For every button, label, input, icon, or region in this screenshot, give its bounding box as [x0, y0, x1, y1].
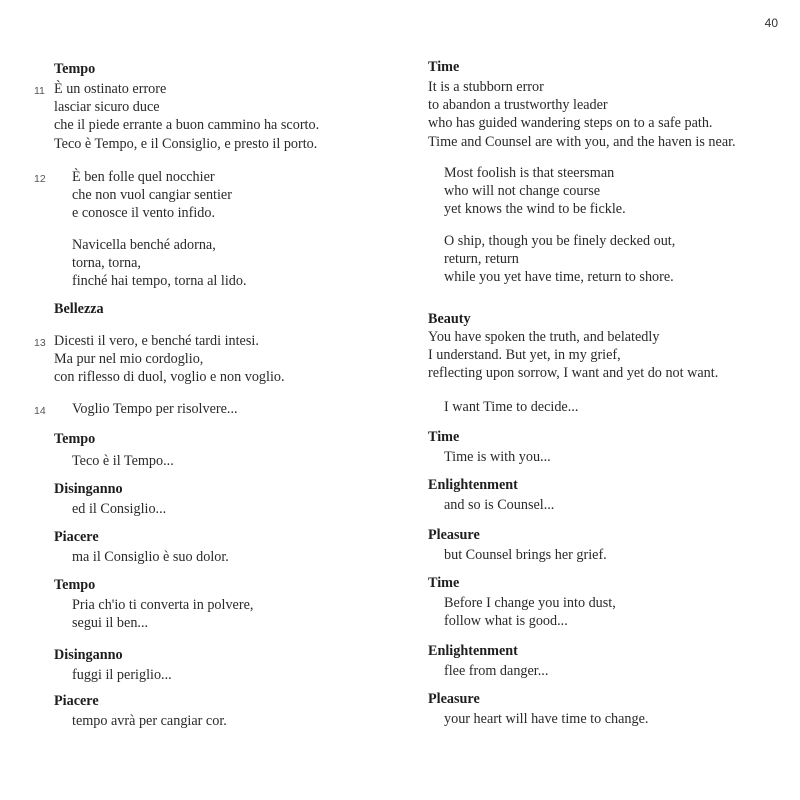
- verse-number: 13: [34, 337, 46, 349]
- text-line: Teco è Tempo, e il Consiglio, e presto il porto.: [54, 135, 318, 152]
- text-line: torna, torna,: [72, 255, 141, 272]
- text-line: who will not change course: [444, 183, 601, 200]
- text-line: I want Time to decide...: [444, 399, 579, 415]
- text-line: return, return: [444, 251, 519, 268]
- text-line: Time is with you...: [444, 449, 551, 465]
- text-line: Navicella benché adorna,: [72, 237, 216, 253]
- speaker-name: Beauty: [428, 311, 471, 327]
- text-line: Ma pur nel mio cordoglio,: [54, 351, 204, 368]
- text-line: your heart will have time to change.: [444, 711, 649, 727]
- speaker-name: Enlightenment: [428, 643, 518, 659]
- text-line: while you yet have time, return to shore.: [444, 269, 674, 286]
- speaker-name: Time: [428, 59, 460, 75]
- text-line: ma il Consiglio è suo dolor.: [72, 549, 229, 565]
- text-line: fuggi il periglio...: [72, 667, 172, 683]
- text-line: Dicesti il vero, e benché tardi intesi.: [54, 333, 259, 349]
- text-line: follow what is good...: [444, 613, 568, 630]
- text-line: con riflesso di duol, voglio e non voglio.: [54, 369, 285, 386]
- text-line: Pria ch'io ti converta in polvere,: [72, 597, 254, 613]
- text-line: e conosce il vento infido.: [72, 205, 216, 222]
- text-line: but Counsel brings her grief.: [444, 547, 607, 563]
- text-line: È un ostinato errore: [54, 81, 167, 97]
- verse-number: 11: [34, 85, 45, 97]
- verse-number: 14: [34, 405, 46, 417]
- speaker-name: Disinganno: [54, 647, 123, 663]
- text-line: È ben folle quel nocchier: [72, 169, 215, 185]
- text-line: flee from danger...: [444, 663, 549, 679]
- text-line: Time and Counsel are with you, and the haven is near.: [428, 133, 736, 150]
- page-number: 40: [764, 16, 778, 30]
- speaker-name: Time: [428, 429, 460, 445]
- text-line: che il piede errante a buon cammino ha scorto.: [54, 117, 320, 134]
- text-line: You have spoken the truth, and belatedly: [428, 329, 660, 345]
- speaker-name: Time: [428, 575, 460, 591]
- speaker-name: Enlightenment: [428, 477, 518, 493]
- text-line: Teco è il Tempo...: [72, 453, 174, 469]
- speaker-name: Pleasure: [428, 527, 480, 543]
- text-line: tempo avrà per cangiar cor.: [72, 713, 227, 729]
- speaker-name: Tempo: [54, 577, 96, 593]
- text-line: yet knows the wind to be fickle.: [444, 201, 626, 218]
- verse-number: 12: [34, 173, 46, 185]
- text-line: lasciar sicuro duce: [54, 99, 160, 116]
- text-line: It is a stubborn error: [428, 79, 544, 95]
- text-line: segui il ben...: [72, 615, 149, 632]
- text-line: I understand. But yet, in my grief,: [428, 347, 621, 364]
- text-line: che non vuol cangiar sentier: [72, 187, 232, 204]
- text-line: Most foolish is that steersman: [444, 165, 615, 181]
- text-line: Before I change you into dust,: [444, 595, 616, 611]
- speaker-name: Piacere: [54, 693, 99, 709]
- speaker-name: Tempo: [54, 61, 96, 77]
- text-line: Voglio Tempo per risolvere...: [72, 401, 238, 417]
- text-line: O ship, though you be finely decked out,: [444, 233, 676, 249]
- text-line: reflecting upon sorrow, I want and yet do not want.: [428, 365, 719, 382]
- text-line: and so is Counsel...: [444, 497, 555, 513]
- text-line: finché hai tempo, torna al lido.: [72, 273, 247, 290]
- speaker-name: Pleasure: [428, 691, 480, 707]
- speaker-name: Piacere: [54, 529, 99, 545]
- speaker-name: Bellezza: [54, 301, 104, 317]
- text-line: ed il Consiglio...: [72, 501, 167, 517]
- text-line: to abandon a trustworthy leader: [428, 97, 608, 114]
- speaker-name: Disinganno: [54, 481, 123, 497]
- speaker-name: Tempo: [54, 431, 96, 447]
- text-line: who has guided wandering steps on to a safe path.: [428, 115, 713, 132]
